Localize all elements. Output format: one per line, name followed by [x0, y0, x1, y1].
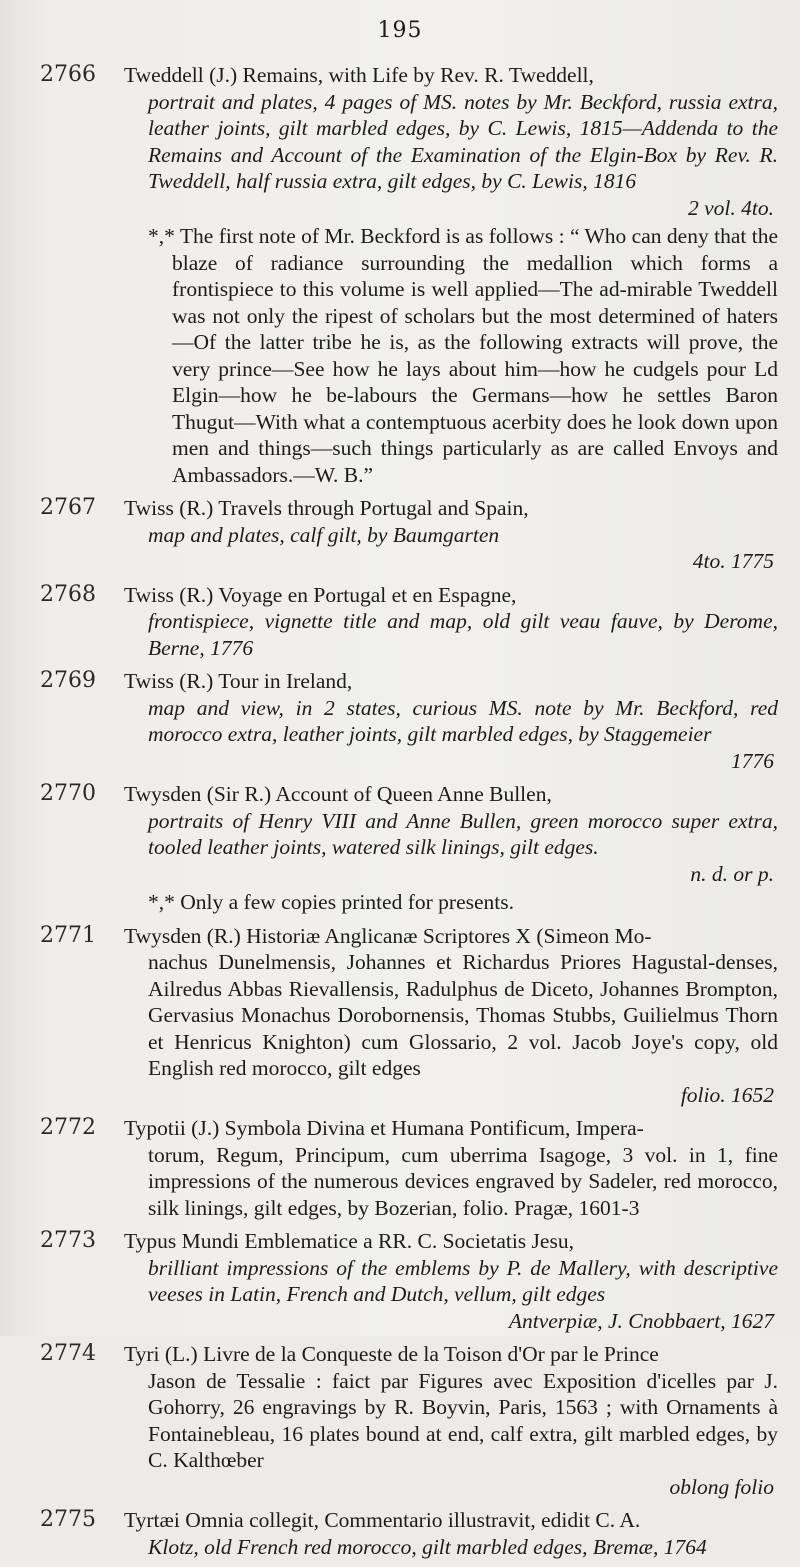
catalogue-entry — [0, 923, 800, 1109]
lot-number: 2769 — [40, 668, 96, 693]
lot-number: 2770 — [40, 781, 96, 806]
lot-number: 2772 — [40, 1115, 96, 1140]
lot-number: 2773 — [40, 1228, 96, 1253]
entry-note: *,* Only a few copies printed for presents. — [148, 890, 514, 914]
catalogue-entry — [0, 62, 800, 488]
entry-heading: Tyrtæi Omnia collegit, Commentario illustravit, edidit C. A. — [124, 1508, 641, 1532]
lot-number: 2774 — [40, 1341, 96, 1366]
entry-description: Klotz, old French red morocco, gilt marbled edges, Bremæ, 1764 — [148, 1534, 707, 1559]
entry-description: map and plates, calf gilt, by Baumgarten — [148, 522, 500, 547]
lot-number: 2767 — [40, 495, 96, 520]
catalogue-entry — [0, 1341, 800, 1500]
entry-format: oblong folio — [669, 1474, 774, 1499]
catalogue-entry — [0, 582, 800, 662]
entry-description: map and view, in 2 states, curious MS. note by Mr. Beckford, red morocco extra, leather joints, gilt marbled edges, by Staggemeier — [148, 695, 778, 746]
entry-heading: Twiss (R.) Travels through Portugal and Spain, — [124, 496, 529, 520]
entry-description: Jason de Tessalie : faict par Figures avec Exposition d'icelles par J. Gohorry, 26 engravings by R. Boyvin, Paris, 1563 ; with Ornaments à Fontainebleau, 16 plates bound at end, calf extra, gilt marbled edges, by C. Kalthœber — [148, 1368, 778, 1472]
catalogue-entry — [0, 1228, 800, 1334]
entry-format: folio. 1652 — [680, 1082, 774, 1107]
entry-heading: Twiss (R.) Tour in Ireland, — [124, 669, 353, 693]
lot-number: 2766 — [40, 62, 96, 87]
catalogue-entry — [0, 495, 800, 575]
catalogue-entry — [0, 1115, 800, 1221]
entry-description: brilliant impressions of the emblems by P. de Mallery, with descriptive veeses in Latin, French and Dutch, vellum, gilt edges — [148, 1255, 778, 1306]
lot-number: 2775 — [40, 1507, 96, 1532]
entry-heading: Twiss (R.) Voyage en Portugal et en Espagne, — [124, 582, 517, 607]
entry-heading: Tweddell (J.) Remains, with Life by Rev. R. Tweddell, — [124, 63, 594, 87]
entry-format: Antverpiæ, J. Cnobbaert, 1627 — [508, 1308, 774, 1333]
lot-number: 2771 — [40, 922, 96, 948]
lot-number: 2768 — [40, 581, 96, 607]
catalogue-entry — [0, 1507, 800, 1560]
entry-description: nachus Dunelmensis, Johannes et Richardus Priores Hagustal-denses, Ailredus Abbas Rievallensis, Radulphus de Diceto, Johannes Brompton, Gervasius Monachus Dorobornensis, Thomas Stubbs, Guilielmus Thorn et Henricus Knighton) cum Glossario, 2 vol. Jacob Joye's copy, old English red morocco, gilt edges — [148, 950, 778, 1080]
entry-description: portraits of Henry VIII and Anne Bullen, green morocco super extra, tooled leather joints, watered silk linings, gilt edges. — [148, 808, 778, 859]
entry-heading: Typotii (J.) Symbola Divina et Humana Pontificum, Impera- — [124, 1116, 644, 1140]
entry-format: 4to. 1775 — [692, 549, 774, 573]
entry-description: frontispiece, vignette title and map, old gilt veau fauve, by Derome, Berne, 1776 — [148, 609, 778, 660]
entry-heading: Tyri (L.) Livre de la Conqueste de la Toison d'Or par le Prince — [124, 1342, 659, 1366]
entry-list — [0, 62, 800, 1567]
entry-description: portrait and plates, 4 pages of MS. notes by Mr. Beckford, russia extra, leather joints, gilt marbled edges, by C. Lewis, 1815—Addenda to the Remains and Account of the Examination of the Elgin-Box by Rev. R. Tweddell, half russia extra, gilt edges, by C. Lewis, 1816 — [148, 89, 778, 193]
catalogue-entry — [0, 668, 800, 774]
entry-description: torum, Regum, Principum, cum uberrima Isagoge, 3 vol. in 1, fine impressions of the numerous devices engraved by Sadeler, red morocco, silk linings, gilt edges, by Bozerian, folio. Pragæ, 1601-3 — [148, 1142, 778, 1220]
entry-format: 1776 — [731, 748, 774, 773]
catalogue-entry — [0, 781, 800, 916]
entry-heading: Typus Mundi Emblematice a RR. C. Societatis Jesu, — [124, 1229, 574, 1253]
entry-format: 2 vol. 4to. — [688, 195, 774, 220]
entry-heading: Twysden (R.) Historiæ Anglicanæ Scriptores X (Simeon Mo- — [124, 923, 652, 948]
page-number: 195 — [377, 18, 423, 43]
entry-note: *,* The first note of Mr. Beckford is as follows : “ Who can deny that the blaze of radiance surrounding the medallion which forms a frontispiece to this volume is well applied—The ad-mirable Tweddell was not only the ripest of scholars but the most determined of haters—Of the latter tribe he is, as the following extracts will prove, the very prince—See how he lays about him—how he cudgels pour Ld Elgin—how he be-labours the Germans—how he settles Baron Thugut—With what a contemptuous acerbity does he look down upon men and things—such things particularly as are called Envoys and Ambassadors.—W. B.” — [148, 224, 778, 487]
entry-heading: Twysden (Sir R.) Account of Queen Anne Bullen, — [124, 782, 552, 806]
entry-format: n. d. or p. — [690, 861, 774, 886]
